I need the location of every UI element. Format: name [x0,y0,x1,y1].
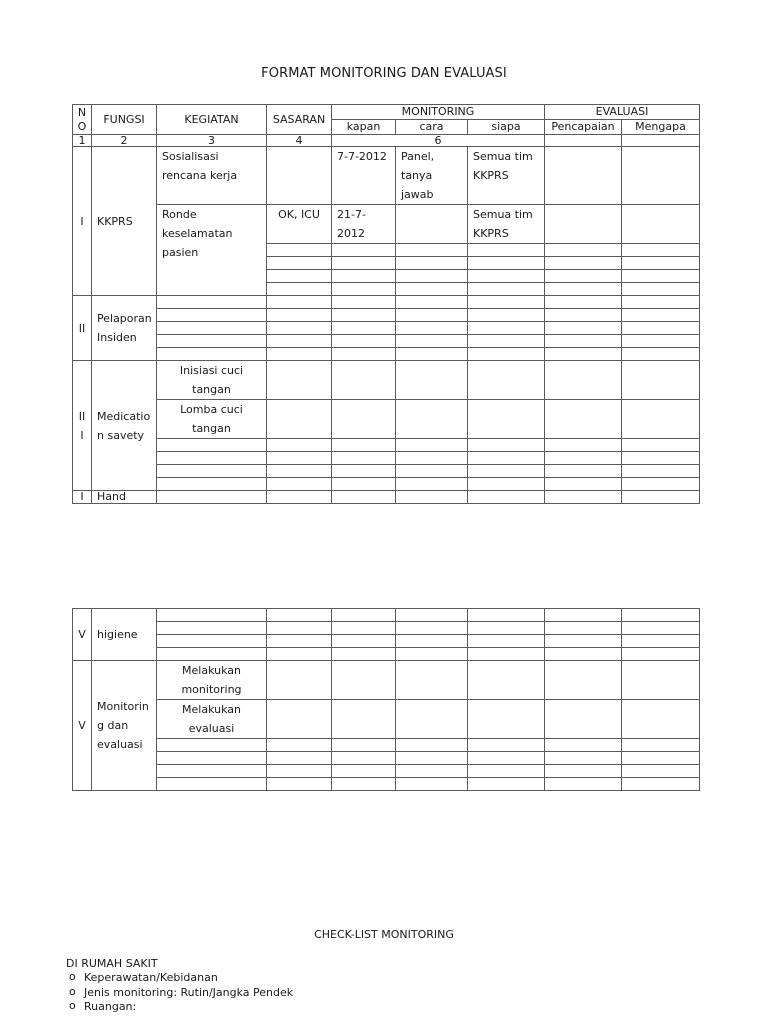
sasaran-cell: OK, ICU [267,205,332,244]
empty-cell [332,439,396,452]
empty-cell [396,322,468,335]
empty-cell [157,778,267,791]
empty-cell [332,622,396,635]
empty-cell [332,635,396,648]
empty-cell [468,622,545,635]
empty-cell [396,661,468,700]
empty-cell [267,348,332,361]
section-no: I [73,491,92,504]
empty-cell [468,296,545,309]
empty-cell [396,400,468,439]
empty-cell [468,635,545,648]
empty-cell [622,752,700,765]
empty-cell [468,257,545,270]
empty-cell [396,752,468,765]
empty-cell [396,309,468,322]
empty-cell [545,361,622,400]
mengapa-cell [622,205,700,244]
section-fungsi: Monitorin g dan evaluasi [92,661,157,791]
mengapa-cell [622,147,700,205]
empty-cell [157,622,267,635]
empty-cell [545,739,622,752]
empty-cell [622,296,700,309]
empty-cell [545,491,622,504]
empty-cell [622,778,700,791]
empty-cell [396,335,468,348]
empty-cell [267,244,332,257]
empty-cell [396,465,468,478]
empty-cell [332,609,396,622]
empty-cell [332,465,396,478]
empty-cell [396,739,468,752]
empty-cell [545,700,622,739]
kegiatan-cell: Sosialisasi rencana kerja [157,147,267,205]
empty-cell [545,335,622,348]
empty-cell [157,309,267,322]
empty-cell [332,270,396,283]
empty-cell [468,491,545,504]
empty-cell [267,322,332,335]
monitoring-table [72,104,700,504]
empty-cell [332,322,396,335]
number-cell [545,135,622,147]
empty-cell [622,335,700,348]
empty-cell [332,739,396,752]
empty-cell [267,296,332,309]
checklist-items [66,971,293,1015]
empty-cell [468,661,545,700]
empty-cell [157,648,267,661]
empty-cell [545,635,622,648]
checklist-item [66,971,293,986]
header-kegiatan: KEGIATAN [157,105,267,135]
bullet-icon: o [69,984,76,998]
empty-cell [545,465,622,478]
section-fungsi: higiene [92,609,157,661]
empty-cell [545,283,622,296]
number-cell: 4 [267,135,332,147]
header-kapan: kapan [332,120,396,135]
empty-cell [332,491,396,504]
header-cara: cara [396,120,468,135]
empty-cell [267,700,332,739]
empty-cell [622,244,700,257]
empty-cell [468,439,545,452]
empty-cell [468,335,545,348]
empty-cell [545,296,622,309]
section-no: V [73,661,92,791]
empty-cell [622,609,700,622]
empty-cell [157,739,267,752]
empty-cell [267,465,332,478]
empty-cell [267,309,332,322]
empty-cell [267,400,332,439]
section-no: II [73,296,92,361]
empty-cell [332,765,396,778]
empty-cell [267,335,332,348]
empty-cell [267,765,332,778]
empty-cell [622,635,700,648]
empty-cell [332,452,396,465]
empty-cell [622,309,700,322]
section-fungsi: Hand [92,491,157,504]
empty-cell [267,283,332,296]
checklist-item [66,1000,293,1015]
checklist-item-label: Keperawatan/Kebidanan [84,971,218,984]
empty-cell [267,257,332,270]
empty-cell [468,322,545,335]
checklist-item [66,986,293,1001]
empty-cell [468,465,545,478]
empty-cell [622,765,700,778]
empty-cell [468,478,545,491]
empty-cell [332,257,396,270]
header-mengapa: Mengapa [622,120,700,135]
empty-cell [332,309,396,322]
empty-cell [545,648,622,661]
empty-cell [545,244,622,257]
kegiatan-cell: Ronde keselamatan pasien [157,205,267,296]
kegiatan-cell: Inisiasi cuci tangan [157,361,267,400]
empty-cell [545,439,622,452]
empty-cell [468,739,545,752]
empty-cell [545,270,622,283]
pencapaian-cell [545,147,622,205]
empty-cell [622,283,700,296]
checklist-item-label: Jenis monitoring: Rutin/Jangka Pendek [84,985,294,999]
empty-cell [468,752,545,765]
empty-cell [332,348,396,361]
sasaran-cell [267,147,332,205]
empty-cell [396,700,468,739]
header-evaluasi: EVALUASI [545,105,700,120]
empty-cell [396,765,468,778]
empty-cell [545,348,622,361]
section-no: I [73,147,92,296]
header-sasaran: SASARAN [267,105,332,135]
empty-cell [545,400,622,439]
empty-cell [157,765,267,778]
empty-cell [622,452,700,465]
empty-cell [468,283,545,296]
empty-cell [332,752,396,765]
empty-cell [622,478,700,491]
header-no: N O [73,105,92,135]
monitoring-table-continued [72,608,700,791]
empty-cell [267,478,332,491]
empty-cell [157,635,267,648]
empty-cell [468,270,545,283]
kapan-cell: 7-7-2012 [332,147,396,205]
empty-cell [157,752,267,765]
empty-cell [332,244,396,257]
empty-cell [157,452,267,465]
empty-cell [545,452,622,465]
empty-cell [468,778,545,791]
document-title: FORMAT MONITORING DAN EVALUASI [261,66,507,81]
empty-cell [396,257,468,270]
number-cell: 2 [92,135,157,147]
empty-cell [267,648,332,661]
empty-cell [622,491,700,504]
checklist-title: CHECK-LIST MONITORING [314,928,454,941]
empty-cell [157,322,267,335]
header-fungsi: FUNGSI [92,105,157,135]
number-cell: 6 [332,135,545,147]
empty-cell [622,700,700,739]
number-cell: 1 [73,135,92,147]
empty-cell [332,335,396,348]
empty-cell [332,648,396,661]
empty-cell [332,296,396,309]
siapa-cell: Semua tim KKPRS [468,205,545,244]
section-no: II I [73,361,92,491]
empty-cell [396,348,468,361]
empty-cell [396,622,468,635]
empty-cell [267,622,332,635]
empty-cell [396,283,468,296]
empty-cell [545,622,622,635]
checklist-item-label: Ruangan: [84,1000,137,1013]
empty-cell [545,778,622,791]
empty-cell [396,296,468,309]
empty-cell [332,700,396,739]
empty-cell [622,622,700,635]
empty-cell [622,361,700,400]
empty-cell [545,257,622,270]
bullet-icon: o [69,970,76,983]
cara-cell: Panel, tanya jawab [396,147,468,205]
number-cell: 3 [157,135,267,147]
empty-cell [267,270,332,283]
kegiatan-cell: Melakukan evaluasi [157,700,267,739]
empty-cell [622,348,700,361]
empty-cell [622,400,700,439]
empty-cell [157,491,267,504]
empty-cell [545,609,622,622]
empty-cell [545,661,622,700]
empty-cell [468,309,545,322]
empty-cell [332,283,396,296]
empty-cell [468,648,545,661]
empty-cell [545,752,622,765]
empty-cell [396,491,468,504]
empty-cell [468,244,545,257]
section-fungsi: KKPRS [92,147,157,296]
empty-cell [622,661,700,700]
empty-cell [332,661,396,700]
section-fungsi: Medicatio n savety [92,361,157,491]
empty-cell [332,400,396,439]
empty-cell [267,661,332,700]
header-monitoring: MONITORING [332,105,545,120]
cara-cell [396,205,468,244]
empty-cell [396,244,468,257]
empty-cell [468,348,545,361]
empty-cell [396,609,468,622]
empty-cell [332,478,396,491]
empty-cell [468,765,545,778]
empty-cell [157,465,267,478]
empty-cell [267,452,332,465]
header-siapa: siapa [468,120,545,135]
empty-cell [267,752,332,765]
empty-cell [267,635,332,648]
header-pencapaian: Pencapaian [545,120,622,135]
empty-cell [468,452,545,465]
empty-cell [157,478,267,491]
empty-cell [157,348,267,361]
empty-cell [622,739,700,752]
empty-cell [396,439,468,452]
empty-cell [468,400,545,439]
pencapaian-cell [545,205,622,244]
empty-cell [396,635,468,648]
number-cell [622,135,700,147]
empty-cell [396,478,468,491]
bullet-icon: o [69,999,76,1012]
empty-cell [396,270,468,283]
kegiatan-cell: Melakukan monitoring [157,661,267,700]
empty-cell [545,765,622,778]
empty-cell [622,648,700,661]
section-no: V [73,609,92,661]
empty-cell [622,322,700,335]
empty-cell [157,609,267,622]
empty-cell [396,452,468,465]
empty-cell [267,439,332,452]
empty-cell [396,361,468,400]
empty-cell [622,465,700,478]
empty-cell [332,361,396,400]
kapan-cell: 21-7- 2012 [332,205,396,244]
empty-cell [468,609,545,622]
empty-cell [468,361,545,400]
empty-cell [157,335,267,348]
empty-cell [267,739,332,752]
empty-cell [157,296,267,309]
empty-cell [545,309,622,322]
empty-cell [332,778,396,791]
empty-cell [267,778,332,791]
empty-cell [622,270,700,283]
checklist-site: DI RUMAH SAKIT [66,957,158,970]
empty-cell [157,439,267,452]
empty-cell [545,322,622,335]
siapa-cell: Semua tim KKPRS [468,147,545,205]
empty-cell [468,700,545,739]
kegiatan-cell: Lomba cuci tangan [157,400,267,439]
section-fungsi: Pelaporan Insiden [92,296,157,361]
empty-cell [622,257,700,270]
empty-cell [396,778,468,791]
empty-cell [545,478,622,491]
empty-cell [267,491,332,504]
empty-cell [267,361,332,400]
empty-cell [396,648,468,661]
empty-cell [267,609,332,622]
empty-cell [622,439,700,452]
